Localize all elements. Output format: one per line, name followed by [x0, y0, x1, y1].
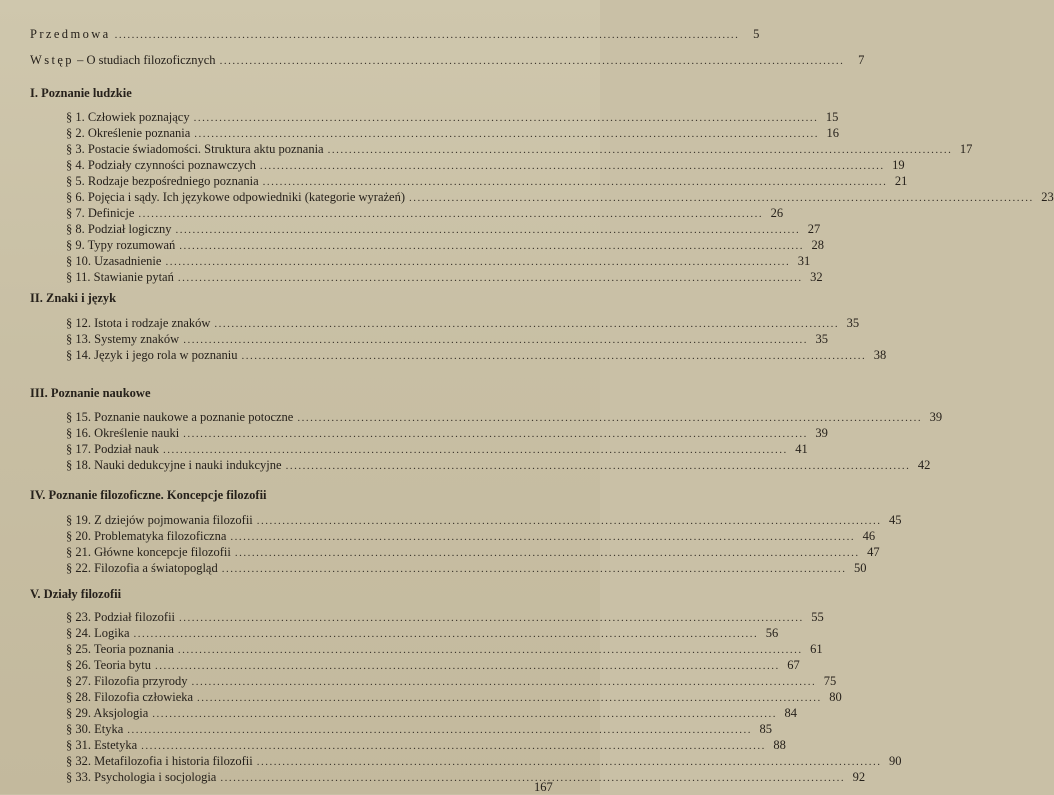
dot-leader: ................................................................................................................................................... [214, 318, 840, 330]
toc-entry[interactable]: § 27. Filozofia przyrody ................................................................................................................................................... 75 [66, 674, 837, 688]
toc-entry-page: 38 [873, 348, 887, 362]
dot-leader: ................................................................................................................................................... [220, 772, 846, 784]
toc-entry-page: 35 [846, 316, 860, 330]
dot-leader: ................................................................................................................................................... [256, 756, 882, 768]
toc-entry[interactable]: § 5. Rodzaje bezpośredniego poznania ................................................................................................................................................... 21 [66, 174, 908, 188]
dot-leader: ................................................................................................................................................... [163, 444, 788, 456]
section-title: III. Poznanie naukowe [30, 386, 151, 400]
toc-entry[interactable]: § 21. Główne koncepcje filozofii ................................................................................................................................................... 47 [66, 545, 880, 559]
dot-leader: ................................................................................................................................................... [177, 644, 803, 656]
toc-entry[interactable]: § 9. Typy rozumowań ................................................................................................................................................... 28 [66, 238, 825, 252]
dot-leader: ................................................................................................................................................... [285, 460, 911, 472]
toc-entry-page: 26 [770, 206, 784, 220]
dot-leader: ................................................................................................................................................... [191, 676, 817, 688]
toc-entry-page: 31 [797, 254, 811, 268]
toc-entry[interactable]: § 7. Definicje ................................................................................................................................................... 26 [66, 206, 784, 220]
toc-entry-page: 21 [894, 174, 908, 188]
toc-entry-przedmowa[interactable] [30, 27, 760, 43]
toc-entry-page: 55 [811, 610, 824, 624]
toc-entry[interactable]: § 25. Teoria poznania ................................................................................................................................................... 61 [66, 642, 823, 656]
toc-entry[interactable]: § 33. Psychologia i socjologia ................................................................................................................................................... 92 [66, 770, 866, 784]
page-number: 167 [534, 780, 553, 794]
toc-entry[interactable]: § 18. Nauki dedukcyjne i nauki indukcyjne ................................................................................................................................................... 42 [66, 458, 931, 472]
toc-entry[interactable]: § 14. Język i jego rola w poznaniu ................................................................................................................................................... 38 [66, 348, 887, 362]
toc-entry-page: 46 [862, 529, 876, 543]
toc-entry-page: 28 [811, 238, 825, 252]
toc-entry-page: 45 [889, 513, 902, 527]
dot-leader: ................................................................................................................................................... [193, 112, 819, 124]
toc-entry[interactable]: § 17. Podział nauk ................................................................................................................................................... 41 [66, 442, 808, 456]
section-title: I. Poznanie ludzkie [30, 86, 132, 100]
toc-entry-page: 50 [853, 561, 867, 575]
toc-entry-page: 80 [829, 690, 842, 704]
toc-entry-page: 56 [765, 626, 779, 640]
toc-entry[interactable]: § 19. Z dziejów pojmowania filozofii ................................................................................................................................................... 45 [66, 513, 902, 527]
toc-entry-page: 35 [815, 332, 828, 346]
toc-entry[interactable]: § 16. Określenie nauki ................................................................................................................................................... 39 [66, 426, 828, 440]
toc-entry-page: 85 [759, 722, 773, 736]
toc-entry[interactable]: § 26. Teoria bytu ................................................................................................................................................... 67 [66, 658, 800, 672]
toc-entry[interactable]: § 28. Filozofia człowieka ................................................................................................................................................... 80 [66, 690, 842, 704]
toc-entry-page: 90 [889, 754, 902, 768]
dot-leader: ................................................................................................................................................... [179, 240, 805, 252]
dot-leader: ................................................................................................................................................... [133, 628, 759, 640]
toc-entry[interactable]: § 11. Stawianie pytań ................................................................................................................................................... 32 [66, 270, 823, 284]
section-title: IV. Poznanie filozoficzne. Koncepcje filozofii [30, 488, 267, 502]
toc-entry[interactable]: § 1. Człowiek poznający ................................................................................................................................................... 15 [66, 110, 839, 124]
dot-leader: ................................................................................................................................................... [183, 334, 808, 346]
toc-entry[interactable]: § 23. Podział filozofii ................................................................................................................................................... 55 [66, 610, 824, 624]
toc-entry[interactable]: § 20. Problematyka filozoficzna ................................................................................................................................................... 46 [66, 529, 876, 543]
toc-entry-page: 47 [867, 545, 880, 559]
toc-entry-page: 27 [807, 222, 821, 236]
dot-leader: ................................................................................................................................................... [114, 29, 740, 41]
toc-entry[interactable]: § 30. Etyka ................................................................................................................................................... 85 [66, 722, 773, 736]
toc-entry-page: 39 [929, 410, 943, 424]
dot-leader: ................................................................................................................................................... [194, 128, 820, 140]
dot-leader: ................................................................................................................................................... [197, 692, 822, 704]
dot-leader: ................................................................................................................................................... [219, 55, 845, 67]
dot-leader: ................................................................................................................................................... [183, 428, 808, 440]
dot-leader: ................................................................................................................................................... [175, 224, 801, 236]
toc-entry[interactable]: § 29. Aksjologia ................................................................................................................................................... 84 [66, 706, 798, 720]
toc-entry-page: 61 [810, 642, 823, 656]
toc-entry-page: 16 [826, 126, 840, 140]
toc-entry[interactable]: § 15. Poznanie naukowe a poznanie potoczne ................................................................................................................................................... 39 [66, 410, 943, 424]
dot-leader: ................................................................................................................................................... [297, 412, 923, 424]
dot-leader: ................................................................................................................................................... [262, 176, 888, 188]
dot-leader: ................................................................................................................................................... [179, 612, 804, 624]
dot-leader: ................................................................................................................................................... [256, 515, 882, 527]
dot-leader: ................................................................................................................................................... [127, 724, 753, 736]
toc-entry-page: 5 [753, 27, 760, 41]
dot-leader: ................................................................................................................................................... [259, 160, 885, 172]
dot-leader: ................................................................................................................................................... [177, 272, 803, 284]
toc-entry-page: 42 [917, 458, 931, 472]
toc-entry[interactable]: § 32. Metafilozofia i historia filozofii ................................................................................................................................................... 90 [66, 754, 902, 768]
toc-entry-page: 88 [773, 738, 786, 752]
section-title: V. Działy filozofii [30, 587, 122, 601]
toc-entry[interactable]: § 31. Estetyka ................................................................................................................................................... 88 [66, 738, 786, 752]
toc-entry-page: 75 [823, 674, 837, 688]
toc-entry[interactable]: § 4. Podziały czynności poznawczych ................................................................................................................................................... 19 [66, 158, 905, 172]
section-title: II. Znaki i język [30, 291, 117, 305]
dot-leader: ................................................................................................................................................... [327, 144, 953, 156]
toc-entry[interactable]: § 12. Istota i rodzaje znaków ................................................................................................................................................... 35 [66, 316, 860, 330]
toc-entry-page: 32 [810, 270, 823, 284]
dot-leader: ................................................................................................................................................... [141, 740, 766, 752]
dot-leader: ................................................................................................................................................... [230, 531, 856, 543]
toc-entry-page: 23 [1041, 190, 1054, 204]
toc-entry[interactable]: § 22. Filozofia a światopogląd ................................................................................................................................................... 50 [66, 561, 867, 575]
toc-entry[interactable]: § 6. Pojęcia i sądy. Ich językowe odpowiedniki (kategorie wyrażeń) ................................................................................................................................................... 23 [66, 190, 1054, 204]
toc-entry-page: 39 [815, 426, 828, 440]
toc-entry[interactable]: § 10. Uzasadnienie ................................................................................................................................................... 31 [66, 254, 811, 268]
toc-entry-page: 41 [795, 442, 808, 456]
toc-entry[interactable]: § 3. Postacie świadomości. Struktura aktu poznania ................................................................................................................................................... 17 [66, 142, 973, 156]
dot-leader: ................................................................................................................................................... [155, 660, 780, 672]
toc-entry-label: Przedmowa [30, 27, 111, 41]
toc-entry-label: Wstęp – O studiach filozoficznych [30, 53, 216, 67]
dot-leader: ................................................................................................................................................... [409, 192, 1034, 204]
dot-leader: ................................................................................................................................................... [152, 708, 778, 720]
toc-entry[interactable]: § 24. Logika ................................................................................................................................................... 56 [66, 626, 779, 640]
dot-leader: ................................................................................................................................................... [165, 256, 791, 268]
toc-entry[interactable]: § 13. Systemy znaków ................................................................................................................................................... 35 [66, 332, 828, 346]
toc-entry-page: 19 [892, 158, 905, 172]
dot-leader: ................................................................................................................................................... [241, 350, 867, 362]
toc-entry-page: 15 [825, 110, 839, 124]
dot-leader: ................................................................................................................................................... [234, 547, 860, 559]
toc-entry-page: 67 [787, 658, 800, 672]
toc-entry[interactable]: § 2. Określenie poznania ................................................................................................................................................... 16 [66, 126, 840, 140]
toc-entry-page: 7 [858, 53, 865, 67]
dot-leader: ................................................................................................................................................... [221, 563, 847, 575]
toc-entry-page: 92 [852, 770, 866, 784]
toc-entry-page: 17 [959, 142, 973, 156]
toc-entry-page: 84 [784, 706, 798, 720]
toc-entry-wstep[interactable] [30, 53, 865, 69]
toc-entry[interactable]: § 8. Podział logiczny ................................................................................................................................................... 27 [66, 222, 821, 236]
dot-leader: ................................................................................................................................................... [138, 208, 764, 220]
